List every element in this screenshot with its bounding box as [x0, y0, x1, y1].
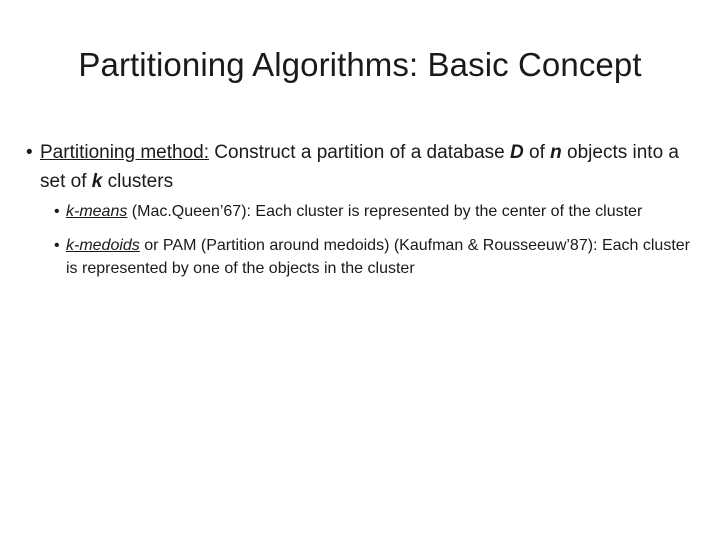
bullet-marker: •: [54, 237, 60, 254]
bullet-text: objects into a set of: [40, 142, 680, 192]
kmeans-term: k-means: [66, 203, 128, 220]
bullet-text: clusters: [102, 171, 174, 192]
main-bullet: [26, 138, 696, 196]
variable-d: D: [510, 142, 524, 163]
sub-bullet-list: [26, 200, 696, 280]
slide-title: Partitioning Algorithms: Basic Concept: [78, 46, 642, 83]
sub-bullet-kmedoids: [26, 234, 696, 280]
kmedoids-text: or PAM (Partition around medoids) (Kaufman & Rousseeuw’87): Each cluster is represented by one of the objects in the cluster: [66, 237, 690, 277]
kmeans-text: (Mac.Queen’67): Each cluster is represented by the center of the cluster: [127, 203, 643, 220]
sub-bullet-kmeans: [26, 200, 696, 223]
bullet-marker: •: [54, 203, 60, 220]
bullet-marker: •: [26, 142, 33, 163]
kmedoids-term: k-medoids: [66, 237, 140, 254]
bullet-text: of: [523, 142, 551, 163]
bullet-text: Construct a partition of a database: [209, 142, 511, 163]
variable-n: n: [550, 142, 562, 163]
bullet-term: Partitioning method:: [40, 142, 209, 163]
variable-k: k: [91, 171, 103, 192]
slide-content: [26, 138, 696, 291]
